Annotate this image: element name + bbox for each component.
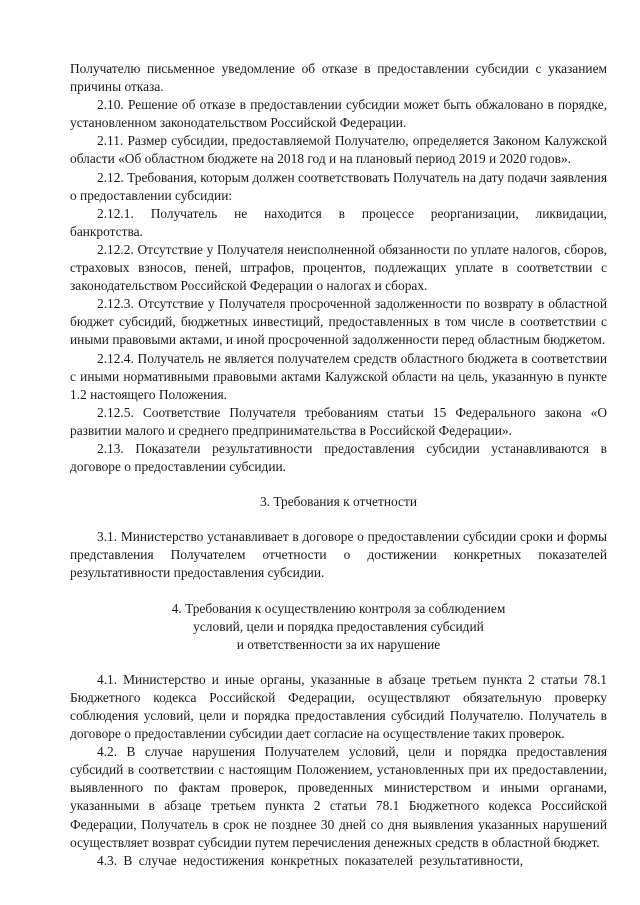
section-4-heading-line: условий, цели и порядка предоставления субсидий xyxy=(193,618,484,634)
spacer xyxy=(70,583,607,600)
section-4-heading xyxy=(70,600,607,654)
spacer xyxy=(70,511,607,528)
paragraph-continuation: Получателю письменное уведомление об отказе в предоставлении субсидии с указанием причины отказа. xyxy=(70,61,607,95)
paragraph-4-3: 4.3. В случае недостижения конкретных показателей результативности, xyxy=(97,852,524,868)
section-4-heading-line: и ответственности за их нарушение xyxy=(236,636,441,652)
section-3-heading: 3. Требования к отчетности xyxy=(259,494,418,510)
paragraph-2-10: 2.10. Решение об отказе в предоставлении субсидии может быть обжаловано в порядке, установленном законодательством Российской Федерации. xyxy=(70,97,607,131)
paragraph-2-13: 2.13. Показатели результативности предоставления субсидии устанавливаются в договоре о предоставлении субсидии. xyxy=(70,440,607,475)
section-4-heading-line: 4. Требования к осуществлению контроля за соблюдением xyxy=(171,600,506,616)
spacer xyxy=(70,654,607,671)
spacer xyxy=(70,476,607,493)
paragraph-4-2: 4.2. В случае нарушения Получателем условий, цели и порядка предоставления субсидий в соответствии с настоящим Положением, установленных при их предоставлении, выявленного по фактам проверок, проведенных министерством и иными органами, указанными в абзаце третьем пункта 2 статьи 78.1 Бюджетного кодекса Российской Федерации, Получатель в срок не позднее 30 дней со дня выявления указанных нарушений осуществляет возврат субсидии путем перечисления денежных средств в областной бюджет. xyxy=(70,744,607,850)
paragraph-2-12-4: 2.12.4. Получатель не является получателем средств областного бюджета в соответствии с иными нормативными правовыми актами Калужской области на цель, указанную в пункте 1.2 настоящего Положения. xyxy=(70,350,607,402)
paragraph-2-12-1: 2.12.1. Получатель не находится в процессе реорганизации, ликвидации, банкротства. xyxy=(70,205,607,239)
paragraph-2-12-3: 2.12.3. Отсутствие у Получателя просроченной задолженности по возврату в областной бюджет субсидий, бюджетных инвестиций, предоставленных в том числе в соответствии с иными правовыми актами, и иной просроченной задолженности перед областным бюджетом. xyxy=(70,296,607,348)
paragraph-2-11: 2.11. Размер субсидии, предоставляемой Получателю, определяется Законом Калужской области «Об областном бюджете на 2018 год и на плановый период 2019 и 2020 годов». xyxy=(70,133,607,167)
document-page xyxy=(70,60,607,870)
paragraph-2-12-2: 2.12.2. Отсутствие у Получателя неисполненной обязанности по уплате налогов, сборов, страховых взносов, пеней, штрафов, процентов, подлежащих уплате в соответствии с законодательством Российской Федерации о налогах и сборах. xyxy=(70,241,607,294)
paragraph-2-12: 2.12. Требования, которым должен соответствовать Получатель на дату подачи заявления о предоставлении субсидии: xyxy=(70,169,607,203)
paragraph-4-1: 4.1. Министерство и иные органы, указанные в абзаце третьем пункта 2 статьи 78.1 Бюджетного кодекса Российской Федерации, осуществляют обязательную проверку соблюдения условий, цели и порядка предоставления субсидий Получателю. Получатель в договоре о предоставлении субсидии дает согласие на осуществление таких проверок. xyxy=(70,671,607,742)
paragraph-3-1: 3.1. Министерство устанавливает в договоре о предоставлении субсидии сроки и формы представления Получателем отчетности о достижении конкретных показателей результативности предоставления субсидии. xyxy=(70,529,607,581)
paragraph-2-12-5: 2.12.5. Соответствие Получателя требованиям статьи 15 Федерального закона «О развитии малого и среднего предпринимательства в Российской Федерации». xyxy=(70,404,607,438)
